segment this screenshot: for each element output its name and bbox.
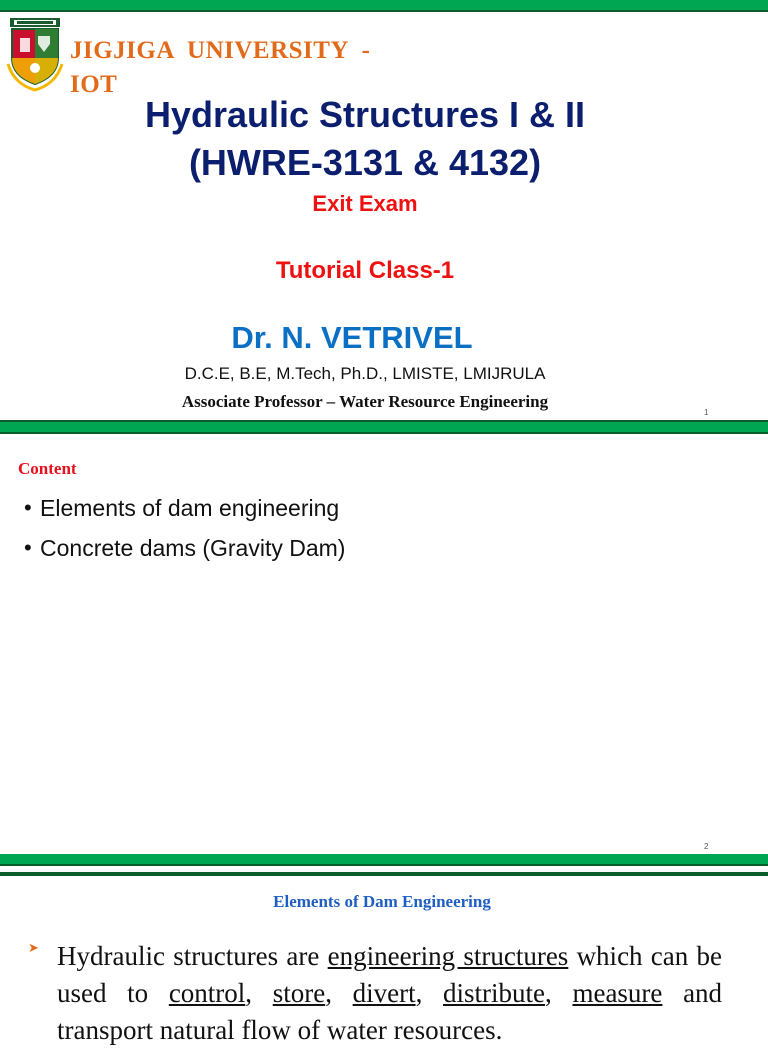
underlined-term: store — [272, 978, 326, 1008]
slide-2 — [0, 422, 768, 854]
content-heading: Content — [18, 459, 77, 478]
para-text: , — [415, 978, 444, 1008]
list-item-text: Concrete dams (Gravity Dam) — [40, 535, 346, 561]
definition-paragraph — [57, 938, 722, 1049]
author-qualifications: D.C.E, B.E, M.Tech, Ph.D., LMISTE, LMIJRULA — [184, 364, 546, 383]
list-item — [24, 528, 345, 568]
para-text: and transport natural flow of water resources. — [57, 978, 723, 1045]
top-green-bar — [0, 854, 768, 864]
course-title-line-2: (HWRE-3131 & 4132) — [188, 142, 542, 183]
para-text: , — [245, 978, 273, 1008]
top-green-bar-line — [0, 432, 768, 434]
separator-line — [0, 872, 768, 876]
top-green-bar — [0, 422, 768, 432]
bullet-dot-icon: • — [24, 535, 32, 560]
author-name: Dr. N. VETRIVEL — [231, 320, 473, 355]
course-title-line-1: Hydraulic Structures I & II — [144, 94, 586, 135]
list-item — [24, 488, 345, 528]
slide-1 — [0, 0, 768, 422]
underlined-term: engineering structures — [327, 941, 569, 971]
section-heading: Elements of Dam Engineering — [273, 892, 491, 911]
para-text: , — [325, 978, 353, 1008]
underlined-term: control — [168, 978, 246, 1008]
exit-exam-subtitle: Exit Exam — [312, 191, 418, 216]
top-green-bar-line — [0, 10, 768, 12]
content-bullet-list — [24, 488, 345, 568]
underlined-term: divert — [352, 978, 416, 1008]
top-green-bar-line — [0, 864, 768, 866]
underlined-term: distribute — [443, 978, 546, 1008]
top-green-bar — [0, 0, 768, 10]
university-name: JIGJIGA UNIVERSITY - IOT — [70, 37, 371, 98]
page-number: 2 — [704, 842, 709, 851]
author-role: Associate Professor – Water Resource Engineering — [181, 392, 549, 411]
bullet-dot-icon: • — [24, 495, 32, 520]
tutorial-class-label: Tutorial Class-1 — [275, 257, 455, 284]
page-number: 1 — [704, 408, 709, 417]
slide-3 — [0, 854, 768, 1045]
para-text: Hydraulic structures are — [57, 941, 328, 971]
university-crest-logo — [8, 18, 62, 90]
para-text: , — [545, 978, 573, 1008]
list-item-text: Elements of dam engineering — [40, 495, 340, 521]
arrow-bullet-icon: ➤ — [28, 940, 39, 955]
para-text: which can be used to — [57, 941, 722, 1008]
underlined-term: measure — [572, 978, 663, 1008]
